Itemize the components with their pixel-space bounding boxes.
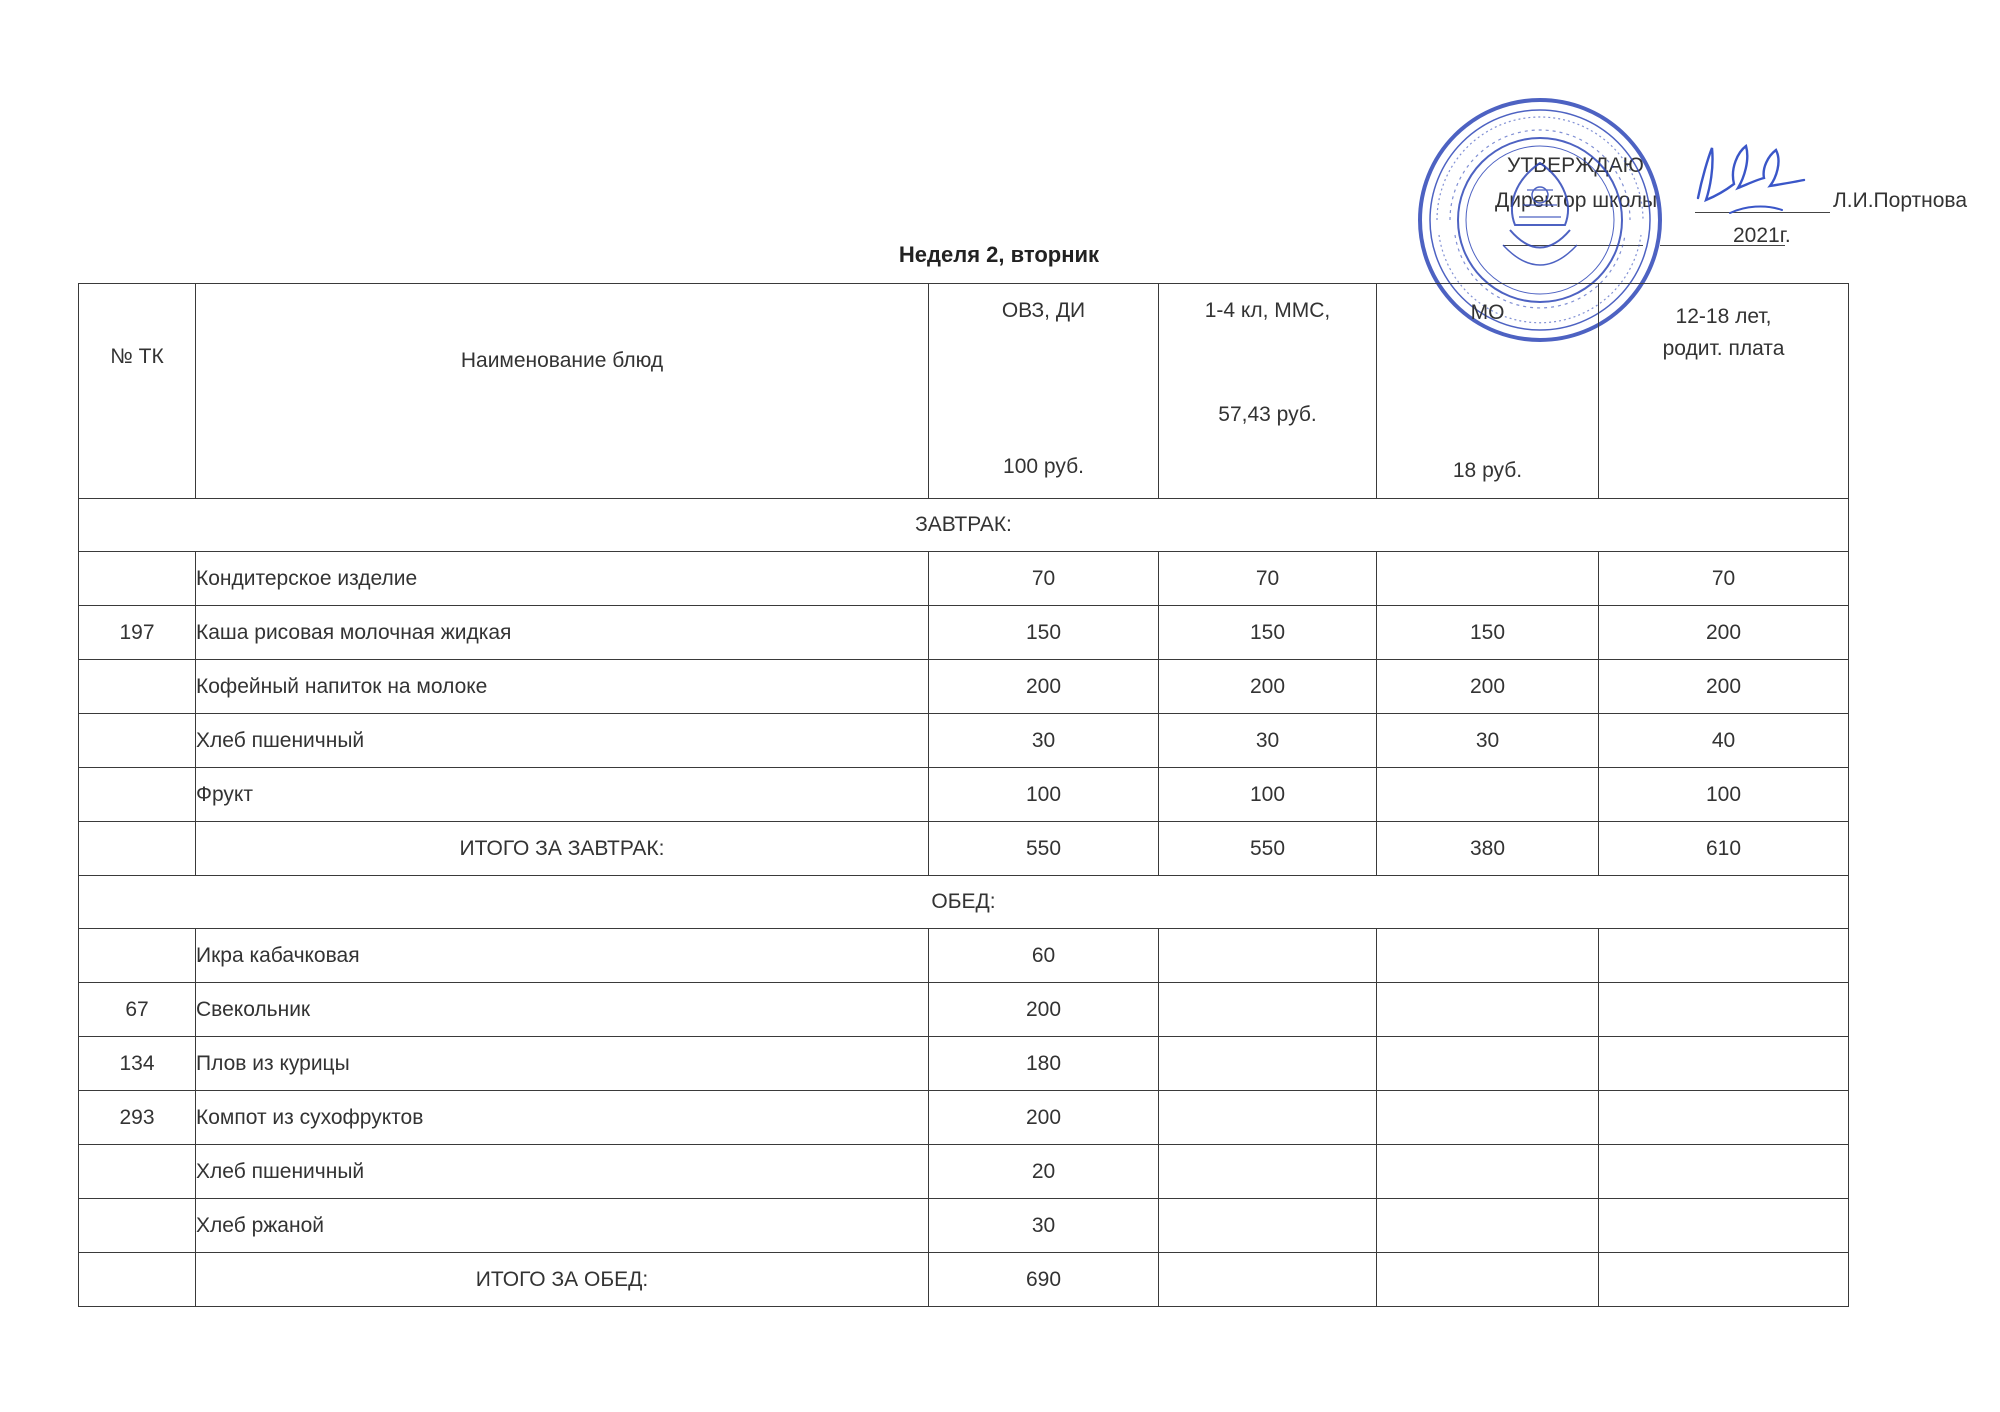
cell-mms [1159,983,1377,1037]
cell-tk [79,1145,196,1199]
cell-tk [79,1253,196,1307]
table-row [79,929,1849,983]
table-header-row [79,284,1849,499]
cell-paid: 610 [1599,822,1849,876]
cell-ovz: 180 [929,1037,1159,1091]
section-breakfast [79,499,1849,552]
cell-paid: 200 [1599,606,1849,660]
cell-dish: Фрукт [196,768,929,822]
cell-mms [1159,1145,1377,1199]
section-title: ЗАВТРАК: [79,499,1849,552]
cell-mo [1377,1037,1599,1091]
table-row [79,1037,1849,1091]
cell-mo [1377,929,1599,983]
cell-dish: Плов из курицы [196,1037,929,1091]
table-row [79,1091,1849,1145]
table-row [79,983,1849,1037]
cell-ovz: 20 [929,1145,1159,1199]
header-tk: № ТК [79,284,196,499]
table-row [79,606,1849,660]
approval-year: 2021г. [1733,224,1791,247]
cell-paid [1599,1091,1849,1145]
header-dish: Наименование блюд [196,284,929,499]
table-row [79,552,1849,606]
cell-total-label: ИТОГО ЗА ОБЕД: [196,1253,929,1307]
cell-mms: 100 [1159,768,1377,822]
cell-paid [1599,1145,1849,1199]
cell-ovz: 150 [929,606,1159,660]
cell-paid: 40 [1599,714,1849,768]
breakfast-total-row [79,822,1849,876]
cell-tk [79,660,196,714]
cell-mms [1159,929,1377,983]
menu-table [78,283,1849,1307]
cell-tk: 197 [79,606,196,660]
cell-ovz: 30 [929,1199,1159,1253]
cell-mo: 200 [1377,660,1599,714]
cell-tk [79,929,196,983]
cell-tk [79,714,196,768]
cell-dish: Свекольник [196,983,929,1037]
cell-tk [79,552,196,606]
section-lunch [79,876,1849,929]
cell-dish: Компот из сухофруктов [196,1091,929,1145]
cell-mo [1377,768,1599,822]
cell-total-label: ИТОГО ЗА ЗАВТРАК: [196,822,929,876]
cell-mms: 550 [1159,822,1377,876]
cell-ovz: 200 [929,983,1159,1037]
cell-mms [1159,1199,1377,1253]
cell-tk [79,768,196,822]
cell-mms [1159,1253,1377,1307]
cell-paid [1599,983,1849,1037]
cell-tk: 134 [79,1037,196,1091]
section-title: ОБЕД: [79,876,1849,929]
cell-paid: 200 [1599,660,1849,714]
cell-mo [1377,983,1599,1037]
cell-mo [1377,1253,1599,1307]
header-paid: 12-18 лет, родит. плата [1599,284,1849,499]
cell-mo [1377,1091,1599,1145]
page-title: Неделя 2, вторник [898,242,1100,267]
cell-mo: 30 [1377,714,1599,768]
cell-mo: 150 [1377,606,1599,660]
header-mms: 1-4 кл, ММС, 57,43 руб. [1159,284,1377,499]
cell-dish: Каша рисовая молочная жидкая [196,606,929,660]
cell-paid [1599,1037,1849,1091]
table-row [79,1199,1849,1253]
cell-mms: 150 [1159,606,1377,660]
cell-dish: Хлеб ржаной [196,1199,929,1253]
cell-mms: 200 [1159,660,1377,714]
cell-dish: Хлеб пшеничный [196,714,929,768]
header-ovz: ОВЗ, ДИ 100 руб. [929,284,1159,499]
cell-ovz: 690 [929,1253,1159,1307]
cell-tk: 293 [79,1091,196,1145]
cell-mo: 380 [1377,822,1599,876]
cell-tk: 67 [79,983,196,1037]
approval-title: УТВЕРЖДАЮ [1507,154,1644,177]
cell-ovz: 60 [929,929,1159,983]
cell-ovz: 200 [929,1091,1159,1145]
cell-tk [79,1199,196,1253]
table-row [79,768,1849,822]
cell-paid [1599,1199,1849,1253]
cell-paid [1599,929,1849,983]
cell-paid: 70 [1599,552,1849,606]
cell-mo [1377,1199,1599,1253]
cell-dish: Икра кабачковая [196,929,929,983]
cell-ovz: 100 [929,768,1159,822]
cell-mo [1377,1145,1599,1199]
cell-mo [1377,552,1599,606]
cell-ovz: 70 [929,552,1159,606]
cell-ovz: 30 [929,714,1159,768]
cell-paid: 100 [1599,768,1849,822]
header-mo: МО 18 руб. [1377,284,1599,499]
cell-dish: Хлеб пшеничный [196,1145,929,1199]
table-row [79,1145,1849,1199]
cell-dish: Кондитерское изделие [196,552,929,606]
cell-paid [1599,1253,1849,1307]
approval-position: Директор школы [1495,189,1658,212]
cell-mms: 30 [1159,714,1377,768]
table-row [79,660,1849,714]
table-row [79,714,1849,768]
cell-mms [1159,1091,1377,1145]
cell-dish: Кофейный напиток на молоке [196,660,929,714]
lunch-total-row [79,1253,1849,1307]
cell-ovz: 200 [929,660,1159,714]
signature-icon [1690,138,1810,233]
approval-name: Л.И.Портнова [1833,189,1968,212]
cell-tk [79,822,196,876]
cell-ovz: 550 [929,822,1159,876]
cell-mms [1159,1037,1377,1091]
cell-mms: 70 [1159,552,1377,606]
